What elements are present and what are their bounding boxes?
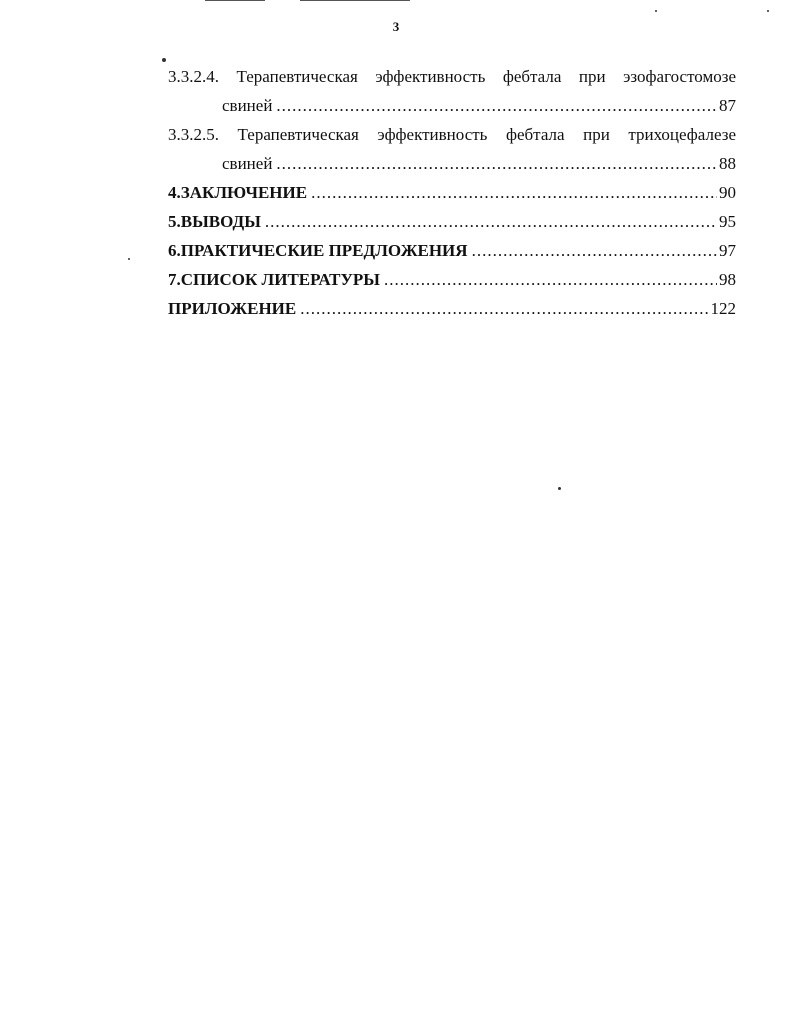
toc-entry-findings bbox=[168, 207, 736, 236]
toc-entry-page: 122 bbox=[710, 299, 736, 318]
toc-entry-references bbox=[168, 265, 736, 294]
toc-entry-number: 7. bbox=[168, 270, 181, 289]
table-of-contents bbox=[168, 62, 736, 323]
toc-entry-page: 87 bbox=[719, 96, 736, 115]
toc-entry-title: ПРАКТИЧЕСКИЕ ПРЕДЛОЖЕНИЯ bbox=[180, 241, 468, 260]
toc-entry-word: эффективность bbox=[375, 67, 486, 86]
scan-speck bbox=[162, 58, 166, 62]
toc-leader-dots bbox=[311, 178, 717, 207]
toc-entry-word: фебтала bbox=[505, 125, 565, 144]
toc-entry-word: фебтала bbox=[502, 67, 562, 86]
toc-leader-dots bbox=[472, 236, 717, 265]
scan-speck bbox=[128, 258, 130, 260]
toc-entry-word: при bbox=[583, 125, 610, 144]
toc-entry-number: 3.3.2.5. bbox=[168, 125, 219, 144]
toc-entry-3-3-2-4-line2 bbox=[168, 91, 736, 120]
toc-entry-word: Терапевтическая bbox=[236, 67, 358, 86]
toc-entry-word: трихоцефалезе bbox=[628, 125, 736, 144]
toc-entry-continuation: свиней bbox=[222, 154, 273, 173]
toc-leader-dots bbox=[276, 91, 717, 120]
toc-leader-dots bbox=[384, 265, 717, 294]
toc-entry-appendix bbox=[168, 294, 736, 323]
toc-entry-3-3-2-5-line1 bbox=[168, 120, 736, 149]
toc-entry-word: Терапевтическая bbox=[237, 125, 359, 144]
scan-artifact-line bbox=[300, 0, 410, 1]
scan-speck bbox=[655, 10, 657, 12]
toc-entry-title: ВЫВОДЫ bbox=[180, 212, 261, 231]
toc-entry-number: 4. bbox=[168, 183, 181, 202]
toc-entry-practical-proposals bbox=[168, 236, 736, 265]
toc-entry-conclusion bbox=[168, 178, 736, 207]
toc-entry-number: 3.3.2.4. bbox=[168, 67, 219, 86]
toc-entry-3-3-2-5-line2 bbox=[168, 149, 736, 178]
toc-entry-page: 90 bbox=[719, 183, 736, 202]
toc-leader-dots bbox=[276, 149, 717, 178]
toc-entry-page: 97 bbox=[719, 241, 736, 260]
scan-speck bbox=[767, 10, 769, 12]
toc-leader-dots bbox=[300, 294, 708, 323]
toc-entry-number: 5. bbox=[168, 212, 181, 231]
toc-entry-title: СПИСОК ЛИТЕРАТУРЫ bbox=[180, 270, 381, 289]
toc-entry-page: 95 bbox=[719, 212, 736, 231]
toc-entry-continuation: свиней bbox=[222, 96, 273, 115]
scan-artifact-line bbox=[205, 0, 265, 1]
toc-entry-3-3-2-4-line1 bbox=[168, 62, 736, 91]
toc-entry-number: 6. bbox=[168, 241, 181, 260]
toc-entry-title: ПРИЛОЖЕНИЕ bbox=[168, 299, 297, 318]
toc-leader-dots bbox=[265, 207, 717, 236]
toc-entry-word: эзофагостомозе bbox=[623, 67, 736, 86]
toc-entry-title: ЗАКЛЮЧЕНИЕ bbox=[180, 183, 308, 202]
toc-entry-word: при bbox=[578, 67, 606, 86]
toc-entry-page: 98 bbox=[719, 270, 736, 289]
toc-entry-page: 88 bbox=[719, 154, 736, 173]
toc-entry-word: эффективность bbox=[377, 125, 488, 144]
scan-speck bbox=[558, 487, 561, 490]
page-number: 3 bbox=[392, 19, 400, 34]
